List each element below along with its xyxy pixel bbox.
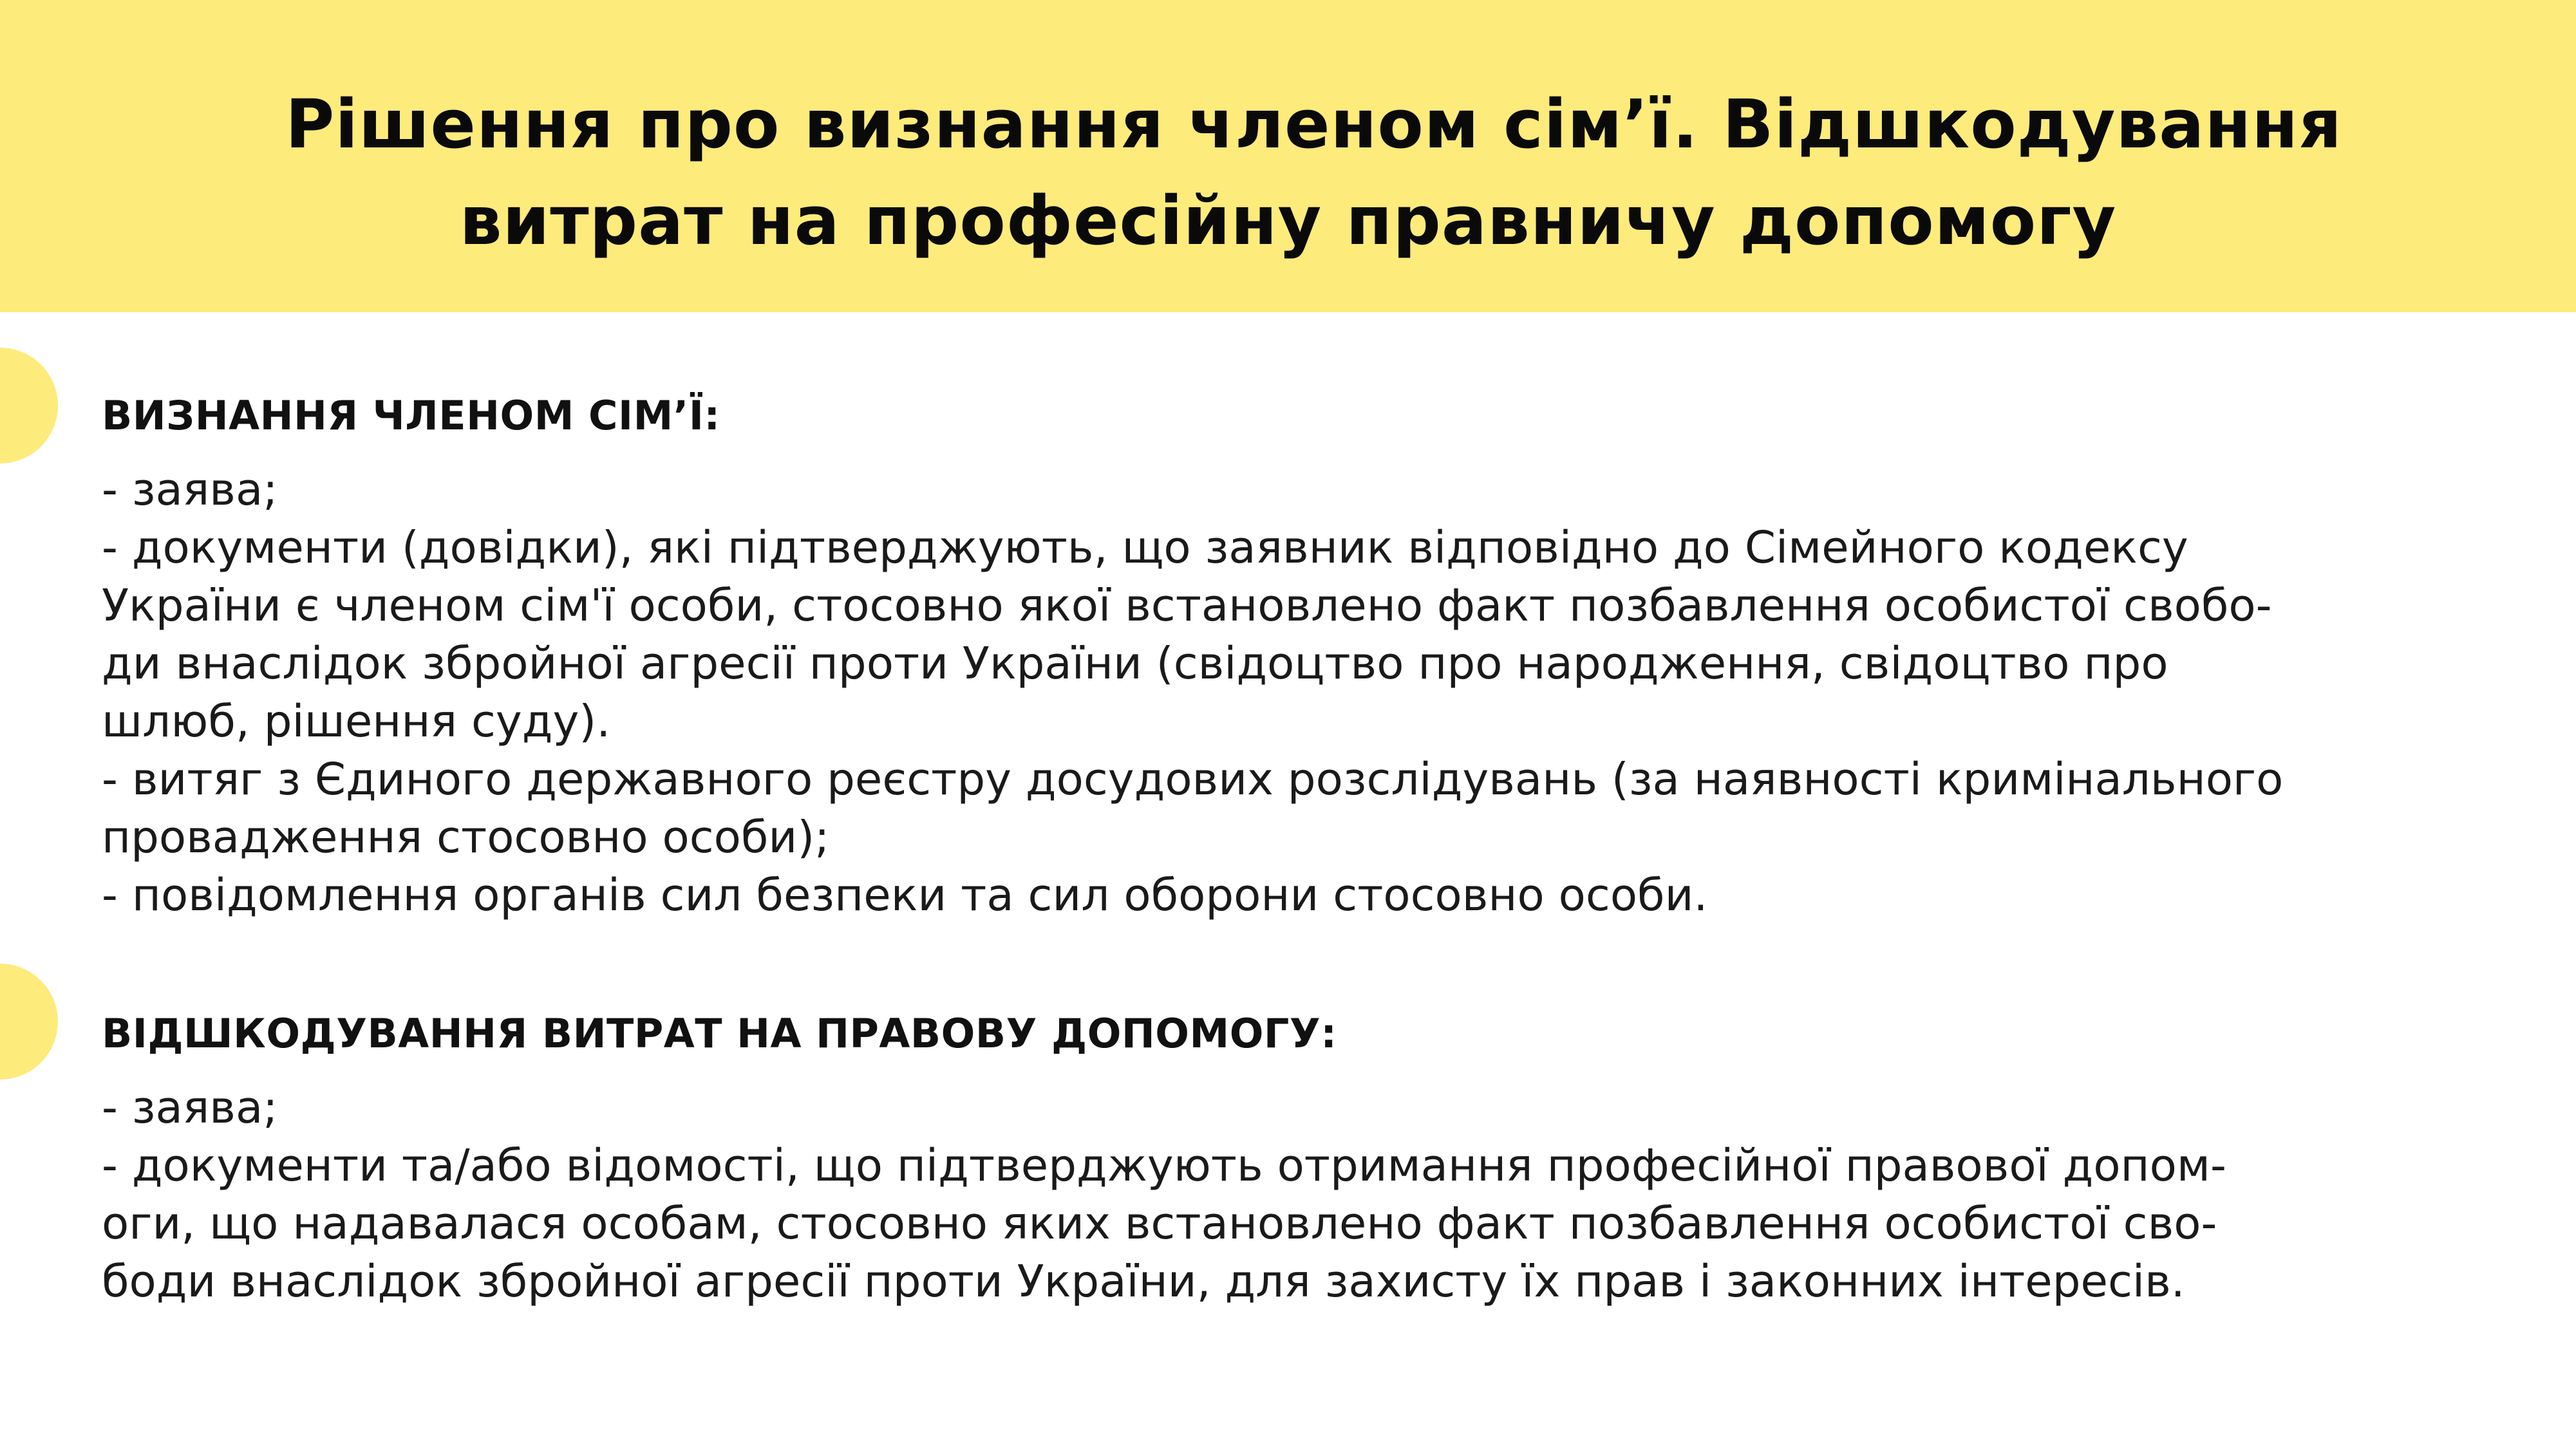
page-title-line-1: Рішення про визнання членом сім’ї. Відшкодування: [285, 85, 2342, 164]
list-item-continuation: шлюб, рішення суду).: [102, 696, 611, 747]
page-title-line-2: витрат на професійну правничу допомогу: [459, 182, 2117, 260]
section-marker-circle: [0, 964, 58, 1080]
section-family-member-recognition: [102, 385, 2510, 924]
section-legal-aid-reimbursement: [102, 1003, 2510, 1311]
list-item: - повідомлення органів сил безпеки та сил оборони стосовно особи.: [102, 870, 1708, 921]
list-item-continuation: провадження стосовно особи);: [102, 812, 830, 863]
list-item-continuation: України є членом сім'ї особи, стосовно якої встановлено факт позбавлення особистої свобо-: [102, 580, 2272, 631]
list-item-continuation: боди внаслідок збройної агресії проти України, для захисту їх прав і законних інтересів.: [102, 1256, 2185, 1307]
section-marker-circle: [0, 348, 58, 463]
section-heading: ВІДШКОДУВАННЯ ВИТРАТ НА ПРАВОВУ ДОПОМОГУ:: [102, 1010, 1337, 1057]
list-item: - заява;: [102, 1082, 278, 1134]
list-item-continuation: ди внаслідок збройної агресії проти України (свідоцтво про народження, свідоцтво про: [102, 638, 2168, 689]
list-item: - документи (довідки), які підтверджують, що заявник відповідно до Сімейного кодексу: [102, 522, 2188, 574]
section-heading: ВИЗНАННЯ ЧЛЕНОМ СІМ’Ї:: [102, 392, 720, 439]
list-item: - документи та/або відомості, що підтверджують отримання професійної правової допом-: [102, 1140, 2226, 1192]
list-item: - витяг з Єдиного державного реєстру досудових розслідувань (за наявності кримінального: [102, 754, 2284, 805]
list-item-continuation: оги, що надавалася особам, стосовно яких встановлено факт позбавлення особистої сво-: [102, 1198, 2217, 1249]
page-title: [0, 76, 2576, 269]
list-item: - заява;: [102, 464, 278, 516]
